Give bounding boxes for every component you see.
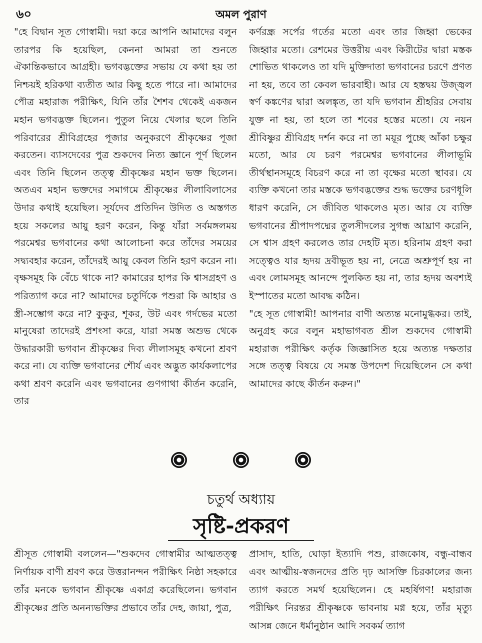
left-column [14, 24, 237, 442]
chapter-right-paragraph: প্রাসাদ, হাতি, ঘোড়া ইত্যাদি পশু, রাজকোষ, বন্ধু-বান্ধব এবং আত্মীয়-স্বজনদের প্রতি দৃঢ় আসক্তি চিরকালের জন্য ত্যাগ করতে সমর্থ হয়েছিলেন। হে মহর্ষিগণ! মহারাজ পরীক্ষিৎ নিরন্তর শ্রীকৃষ্ণকে ভাবনায় মগ্ন হয়ে, তাঁর মৃত্যু আসন্ন জেনে ধর্মানুষ্ঠান আদি সবকর্ম ত্যাগ [249, 549, 472, 632]
section-divider [0, 452, 482, 472]
flower-ornament-icon [295, 452, 311, 468]
main-text-columns [14, 24, 472, 442]
left-column-paragraph: "হে বিদ্বান সূত গোস্বামী। দয়া করে আপনি আমাদের বলুন তারপর কি হয়েছিল, কেননা আমরা তা শুনতে ঐকান্তিকভাবে আগ্রহী। ভগবদ্ভক্তের সভায় যে কথা হয় তা নিশ্চয়ই হরিকথা ব্যতীত আর কিছু হতে পারে না। আমাদের পৌত্র মহারাজ পরীক্ষিৎ, যিনি তাঁর শৈশব থেকেই একজন মহান ভগবদ্ভক্ত ছিলেন। পুতুল নিয়ে খেলার ছলে তিনি পরিবারের শ্রীবিগ্রহের পূজার অনুকরণে শ্রীকৃষ্ণের পূজা করতেন। ব্যাসদেবের পুত্র শুকদেব নিত্য জ্ঞানে পূর্ণ ছিলেন এবং তিনি ছিলেন তত্ত্ব শ্রীকৃষ্ণের মহান ভক্ত ছিলেন। অতএব মহান ভক্তদের সমাগমে শ্রীকৃষ্ণের লীলাবিলাসের উদার কথাই হয়েছিল। সূর্যদেব প্রতিদিন উদিত ও অস্তগত হয়ে সকলের আয়ু হরণ করেন, কিন্তু যাঁরা সর্বমঙ্গলময় পরমেশ্বর ভগবানের কথা আলোচনা করে তাঁদের সময়ের সদ্ব্যবহার করেন, তাঁদেরই আয়ু কেবল তিনি হরণ করেন না। বৃক্ষসমূহ কি বেঁচে থাকে না? কামারের হাপর কি শ্বাসগ্রহণ ও পরিত্যাগ করে না? আমাদের চতুর্দিকে পশুরা কি আহার ও স্ত্রী-সম্ভোগ করে না? কুকুর, শূকর, উট এবং গর্দভের মতো মানুষেরা তাদেরই প্রশংসা করে, যারা সমস্ত অশুভ থেকে উদ্ধারকারী ভগবান শ্রীকৃষ্ণের দিব্য লীলাসমূহ কখনো শ্রবণ করে না। যে ব্যক্তি ভগবানের শৌর্য এবং অদ্ভুত কার্যকলাপের কথা শ্রবণ করেনি এবং ভগবানের গুণগাথা কীর্তন করেনি, তার [14, 27, 237, 408]
chapter-title: সৃষ্টি-প্রকরণ [193, 513, 289, 538]
page-number: ৬০ [16, 7, 32, 21]
page-header [14, 6, 468, 22]
right-column-paragraph: কর্ণরন্ধ্র সর্পের গর্তের মতো এবং তার জিহ্বা ভেকের জিহ্বার মতো। রেশমের উত্তরীয় এবং কিরীটের দ্বারা মস্তক শোভিত থাকলেও তা যদি মুক্তিদাতা ভগবানের চরণে প্রণত না হয়, তবে তা কেবল ভারবাহী। আর যে হস্তদ্বয় উজ্জ্বল স্বর্ণ কঙ্কণের দ্বারা অলঙ্কৃত, তা যদি ভগবান শ্রীহরির সেবায় যুক্ত না হয়, তা হলে তা শবের হস্তের মতো। যে নয়ন শ্রীবিষ্ণুর শ্রীবিগ্রহ দর্শন করে না তা ময়ূর পুচ্ছে আঁকা চক্ষুর মতো, আর যে চরণ পরমেশ্বর ভগবানের লীলাভূমি তীর্থস্থানসমূহে বিচরণ করে না তা বৃক্ষের মতো স্থাবর। যে ব্যক্তি কখনো তার মস্তকে ভগবদ্ভক্তের শুদ্ধ ভক্তের চরণধূলি ধারণ করেনি, সে জীবিত থাকলেও মৃত। আর যে ব্যক্তি ভগবানের শ্রীপাদপদ্মের তুলসীদলের সুগন্ধ আঘ্রাণ করেনি, সে শ্বাস গ্রহণ করলেও তার দেহটি মৃত। হরিনাম গ্রহণ করা সত্ত্বেও যার হৃদয় দ্রবীভূত হয় না, নেত্রে অশ্রুপূর্ণ হয় না এবং লোমসমূহ আনন্দে পুলকিত হয় না, তার হৃদয় অবশ্যই ইস্পাতের মতো আবদ্ধ কঠিন। [249, 27, 472, 302]
flower-ornament-icon [171, 452, 187, 468]
flower-ornament-icon [233, 452, 249, 468]
right-column [249, 24, 472, 442]
running-title: অমল পুরাণ [215, 8, 267, 21]
title-underline [168, 540, 314, 541]
chapter-number: চতুর্থ অধ্যায় [207, 492, 275, 508]
chapter-text-columns [14, 546, 472, 638]
right-column-paragraph: "হে সূত গোস্বামী! আপনার বাণী অত্যন্ত মনোমুগ্ধকর। তাই, অনুগ্রহ করে বলুন মহাভাগবত শ্রীল শুকদেব গোস্বামী মহারাজ পরীক্ষিৎ কর্তৃক জিজ্ঞাসিত হয়ে অত্যন্ত দক্ষতার সঙ্গে তত্ত্ব বিষয়ে যে সমস্ত উপদেশ দিয়েছিলেন সে কথা আমাদের কাছে কীর্তন করুন।" [249, 308, 472, 390]
chapter-left-paragraph: শ্রীসূত গোস্বামী বললেন—"শুকদেব গোস্বামীর আত্মতত্ত্ব নির্ণায়ক বাণী শ্রবণ করে উত্তরানন্দন পরীক্ষিৎ নিষ্ঠা সহকারে তাঁর মনকে ভগবান শ্রীকৃষ্ণে একাগ্র করেছিলেন। ভগবান শ্রীকৃষ্ণের প্রতি অনন্যভক্তির প্রভাবে তাঁর দেহ, জায়া, পুত্র, [14, 549, 237, 614]
chapter-left-column [14, 546, 237, 638]
chapter-right-column [249, 546, 472, 638]
